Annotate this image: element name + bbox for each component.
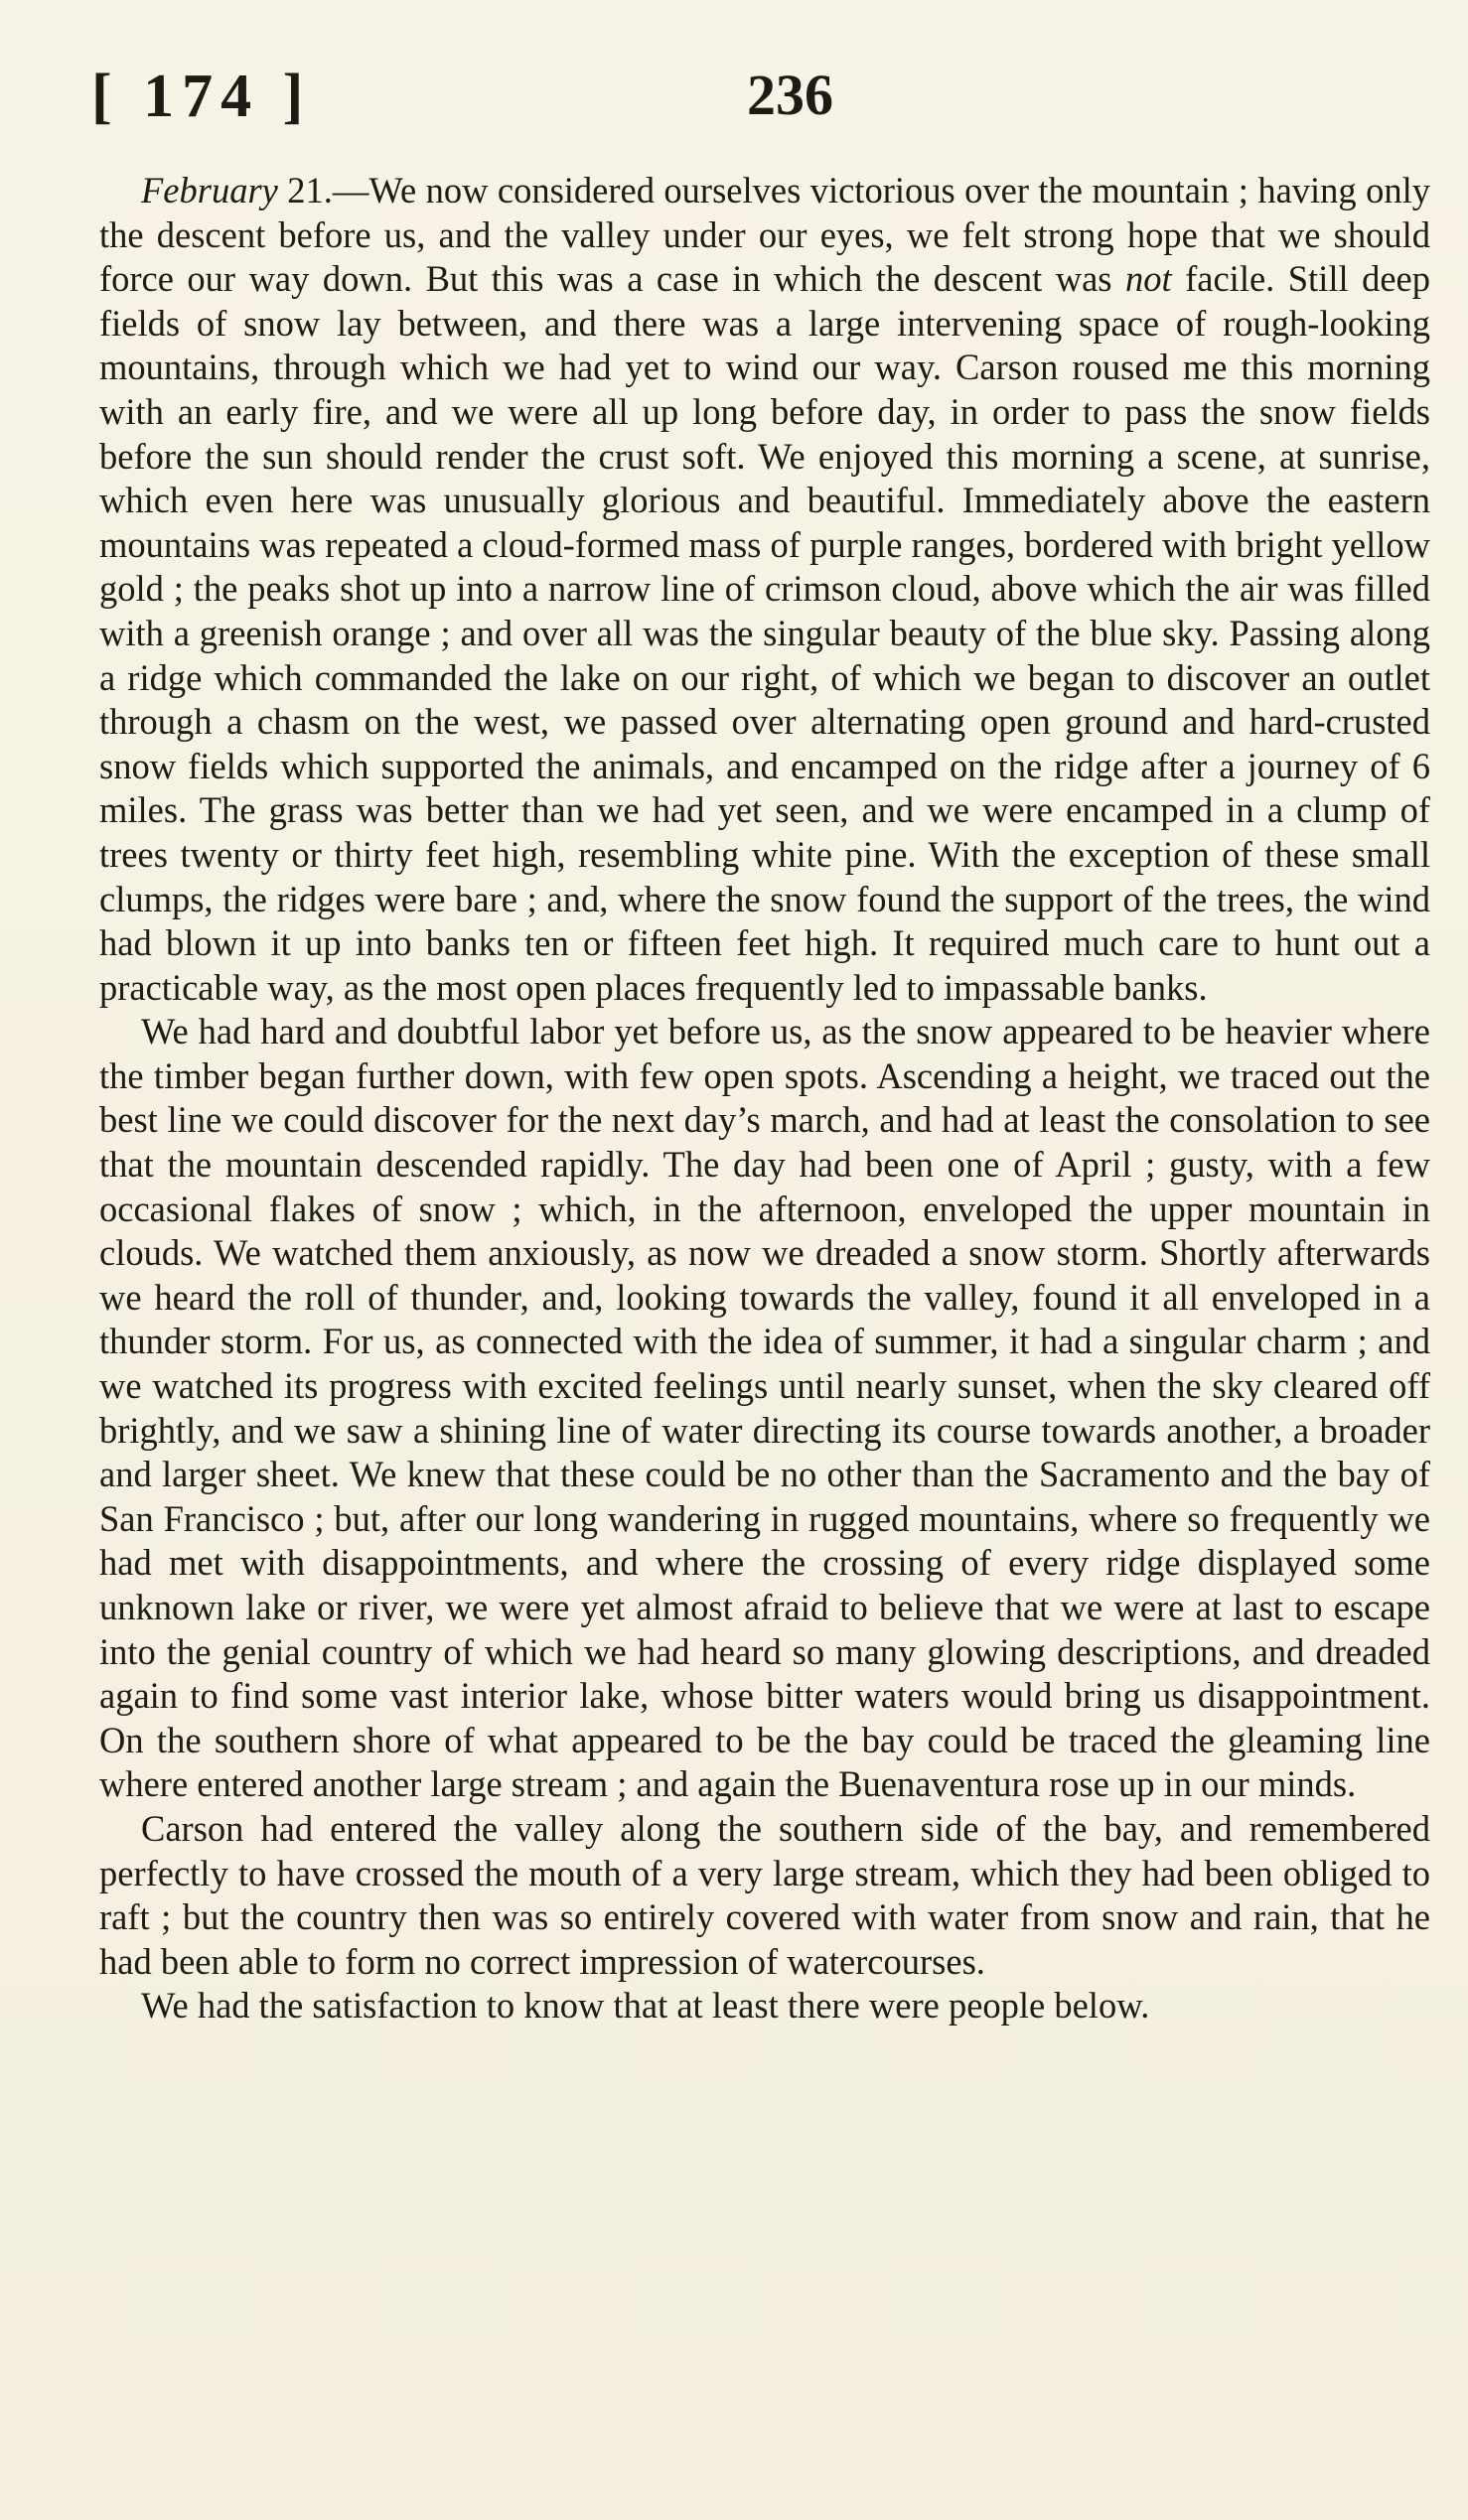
paragraph-4: We had the satisfaction to know that at least there were people below. (141, 1985, 1150, 2027)
paragraph-3: Carson had entered the valley along the southern side of the bay, and remembered perfectly to have crossed the mouth of a very large stream, which they had been obliged to raft ; but the country then was so entirely covered with water from snow and rain, that he had been able to form no correct impression of watercourses. (99, 1807, 1430, 1982)
paragraph-1-text-after: facile. Still deep fields of snow lay between, and there was a large intervening space of rough-looking mountains, through which we had yet to wind our way. Carson roused me this morning with an early fire, and we were all up long before day, in order to pass the snow fields before the sun should render the crust soft. We enjoyed this morning a scene, at sunrise, which even here was unusually glorious and beautiful. Immediately above the eastern mountains was repeated a cloud-formed mass of purple ranges, bordered with bright yellow gold ; the peaks shot up into a narrow line of crimson cloud, above which the air was filled with a greenish orange ; and over all was the singular beauty of the blue sky. Passing along a ridge which commanded the lake on our right, of which we began to discover an outlet through a chasm on the west, we passed over alternating open ground and hard-crusted snow fields which supported the animals, and encamped on the ridge after a journey of 6 miles. The grass was better than we had yet seen, and we were encamped in a clump of trees twenty or thirty feet high, resembling white pine. With the exception of these small clumps, the ridges were bare ; and, where the snow found the support of the trees, the wind had blown it up into banks ten or fifteen feet high. It required much care to hunt out a practicable way, as the most open places frequently led to impassable banks. (99, 258, 1430, 1008)
body-text (99, 169, 1430, 2029)
paragraph-1-text: 21.—We now considered ourselves victorious over the mountain ; having only the descent before us, and the valley under our eyes, we felt strong hope that we should force our way down. But this was a case in which the descent was (99, 170, 1430, 300)
original-page-number: [ 174 ] (91, 63, 312, 130)
italic-word: not (1124, 258, 1172, 300)
paragraph-1 (99, 169, 1430, 1010)
date-italic: February (141, 170, 278, 210)
paragraph-2: We had hard and doubtful labor yet before us, as the snow appeared to be heavier where the timber began further down, with few open spots. Ascending a height, we traced out the best line we could discover for the next day’s march, and had at least the consolation to see that the mountain descended rapidly. The day had been one of April ; gusty, with a few occasional flakes of snow ; which, in the afternoon, enveloped the upper mountain in clouds. We watched them anxiously, as now we dreaded a snow storm. Shortly afterwards we heard the roll of thunder, and, looking towards the valley, found it all enveloped in a thunder storm. For us, as connected with the idea of summer, it had a singular charm ; and we watched its progress with excited feelings until nearly sunset, when the sky cleared off brightly, and we saw a shining line of water directing its course towards another, a broader and larger sheet. We knew that these could be no other than the Sacramento and the bay of San Francisco ; but, after our long wandering in rugged mountains, where so frequently we had met with disappointments, and where the crossing of every ridge displayed some unknown lake or river, we were yet almost afraid to believe that we were at last to escape into the genial country of which we had heard so many glowing descriptions, and dreaded again to find some vast interior lake, whose bitter waters would bring us disappointment. On the southern shore of what appeared to be the bay could be traced the gleaming line where entered another large stream ; and again the Buenaventura rose up in our minds. (99, 1011, 1430, 1805)
page-number: 236 (747, 63, 833, 127)
page-header (91, 62, 1422, 141)
